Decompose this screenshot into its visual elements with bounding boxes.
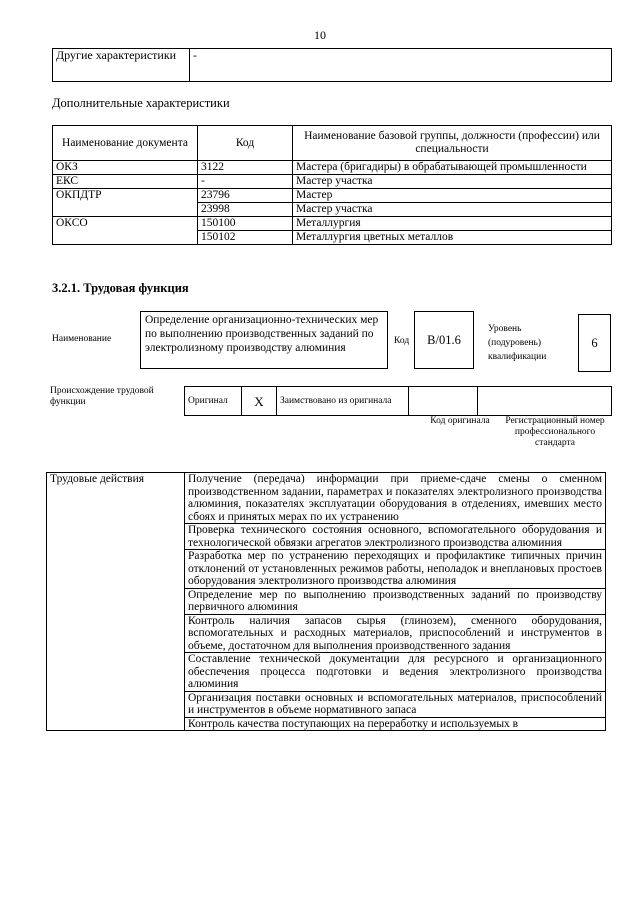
doc-cell: ОКПДТР [53, 189, 198, 217]
name-cell: Металлургия [293, 217, 612, 231]
code-cell: 3122 [198, 161, 293, 175]
code-cell: - [198, 175, 293, 189]
labor-action-item: Контроль наличия запасов сырья (глинозем), сменного оборудования, вспомогательных и расходных материалов, приспособлений и инструментов в объеме, достаточном для выполнения производственного задания [185, 614, 606, 653]
page-number: 10 [314, 28, 326, 42]
header-code: Код [198, 126, 293, 161]
labor-action-item: Составление технической документации для ресурсного и организационного обеспечения процесса подготовки и ведения электролизного производства алюминия [185, 653, 606, 692]
labor-function-title: 3.2.1. Трудовая функция [52, 281, 189, 295]
doc-cell: ЕКС [53, 175, 198, 189]
borrowed-label: Заимствовано из оригинала [277, 387, 409, 416]
doc-cell: ОКСО [53, 217, 198, 245]
table-row [47, 473, 606, 524]
labor-action-item: Определение мер по выполнению производственных заданий по производству первичного алюминия [185, 588, 606, 614]
table-row [53, 189, 612, 203]
doc-cell: ОКЗ [53, 161, 198, 175]
qualification-level-value: 6 [578, 314, 611, 372]
reg-number-cell [478, 387, 612, 416]
other-characteristics-value: - [190, 49, 612, 82]
function-code-value: B/01.6 [414, 311, 474, 369]
other-characteristics-label: Другие характеристики [53, 49, 190, 82]
labor-actions-table [46, 472, 606, 731]
labor-action-item: Контроль качества поступающих на переработку и используемых в [185, 717, 606, 731]
name-cell: Мастер [293, 189, 612, 203]
registration-number-label: Регистрационный номер профессионального стандарта [505, 416, 605, 448]
original-label: Оригинал [185, 387, 242, 416]
function-name-label: Наименование [52, 334, 112, 344]
additional-characteristics-title: Дополнительные характеристики [52, 96, 230, 110]
other-characteristics-table [52, 48, 612, 82]
origin-table [184, 386, 612, 416]
original-mark: X [242, 387, 277, 416]
labor-action-item: Организация поставки основных и вспомогательных материалов, приспособлений и инструментов в объеме нормативного запаса [185, 691, 606, 717]
origin-code-cell [409, 387, 478, 416]
code-cell: 23796 [198, 189, 293, 203]
labor-actions-label: Трудовые действия [47, 473, 185, 731]
code-cell: 150100 [198, 217, 293, 231]
labor-action-item: Проверка технического состояния основного, вспомогательного оборудования и технологической обвязки агрегатов электролизного производства алюминия [185, 524, 606, 550]
header-group-name: Наименование базовой группы, должности (профессии) или специальности [293, 126, 612, 161]
table-row [53, 217, 612, 231]
name-cell: Мастер участка [293, 203, 612, 217]
code-cell: 23998 [198, 203, 293, 217]
name-cell: Металлургия цветных металлов [293, 231, 612, 245]
name-cell: Мастера (бригадиры) в обрабатывающей промышленности [293, 161, 612, 175]
labor-action-item: Разработка мер по устранению переходящих и профилактике типичных причин отклонений от установленных режимов работы, неполадок и внеплановых простоев оборудования электролизного производства алюминия [185, 550, 606, 589]
additional-characteristics-table [52, 125, 612, 245]
table-row [53, 161, 612, 175]
function-name-value: Определение организационно-технических мер по выполнению производственных заданий по электролизному производству алюминия [140, 311, 388, 369]
function-origin-label: Происхождение трудовой функции [50, 386, 154, 407]
labor-action-item: Получение (передача) информации при приеме-сдаче смены о сменном производственном задании, параметрах и показателях электролизного производства алюминия, показателях эксплуатации оборудования в отделениях, имевших место сбоях и принятых мерах по их устранению [185, 473, 606, 524]
header-document: Наименование документа [53, 126, 198, 161]
code-cell: 150102 [198, 231, 293, 245]
table-row [53, 175, 612, 189]
qualification-level-label: Уровень (подуровень) квалификации [488, 324, 547, 362]
function-code-label: Код [394, 336, 410, 346]
name-cell: Мастер участка [293, 175, 612, 189]
origin-code-label: Код оригинала [430, 416, 490, 426]
